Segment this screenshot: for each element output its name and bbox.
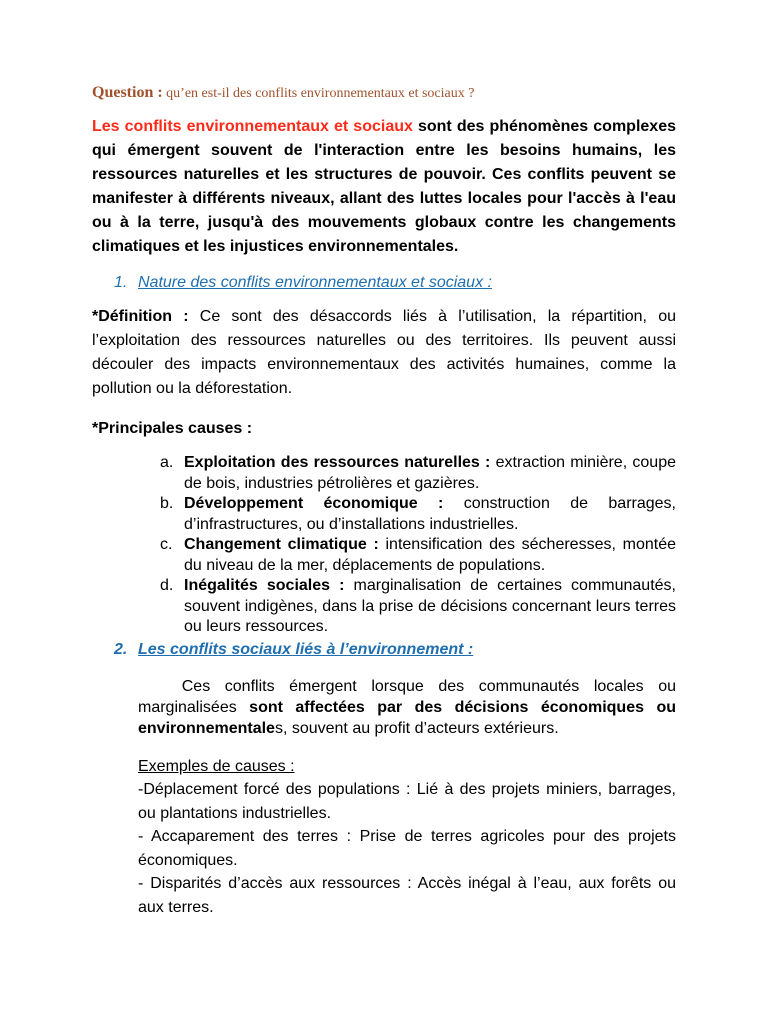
conflits-bold: sont affectées par des décisions économiques ou environnementale <box>138 698 676 737</box>
list-item <box>160 535 676 576</box>
list-marker: a. <box>160 454 174 471</box>
section-2-title: Les conflits sociaux liés à l’environnement : <box>138 640 474 658</box>
section-1-number: 1. <box>114 274 128 291</box>
question-text: qu’en est-il des conflits environnementaux et sociaux ? <box>166 86 475 101</box>
cause-label: Développement économique : <box>184 495 444 512</box>
cause-text: intensification des sécheresses, montée du niveau de la mer, déplacements de populations. <box>184 536 676 574</box>
question-label: Question : <box>92 84 163 101</box>
section-1-title: Nature des conflits environnementaux et sociaux : <box>138 274 492 291</box>
intro-paragraph <box>92 115 676 259</box>
list-item <box>160 453 676 494</box>
definition-text: Ce sont des désaccords liés à l’utilisation, la répartition, ou l’exploitation des ressources naturelles ou des territoires. Ils peuvent aussi découler des impacts environnementaux des activités humaines, comme la pollution ou la déforestation. <box>92 308 677 397</box>
cause-text: marginalisation de certaines communautés, souvent indigènes, dans la prise de décisions concernant leurs terres ou leurs ressources. <box>184 577 676 635</box>
conflits-tail: s, souvent au profit d’acteurs extérieurs. <box>274 719 559 737</box>
document-page <box>92 84 676 919</box>
list-item <box>160 576 676 638</box>
cause-text: construction de barrages, d’infrastructures, ou d’installations industrielles. <box>184 495 676 533</box>
section-heading-1 <box>92 273 676 293</box>
exemple-item: - Disparités d’accès aux ressources : Accès inégal à l’eau, aux forêts ou aux terres. <box>138 875 676 916</box>
cause-text: extraction minière, coupe de bois, industries pétrolières et gazières. <box>184 454 676 492</box>
exemple-item: -Déplacement forcé des populations : Lié à des projets miniers, barrages, ou plantations industrielles. <box>138 781 676 822</box>
list-marker: c. <box>160 536 173 553</box>
exemple-item: - Accaparement des terres : Prise de terres agricoles pour des projets économiques. <box>138 828 676 869</box>
cause-label: Changement climatique : <box>184 536 379 553</box>
conflits-lead: Ces conflits émergent lorsque des communautés locales ou marginalisées <box>138 677 676 716</box>
exemples-block <box>92 755 676 920</box>
list-marker: b. <box>160 495 174 512</box>
causes-list <box>92 453 676 638</box>
cause-label: Inégalités sociales : <box>184 577 345 594</box>
conflits-sociaux-paragraph <box>92 676 676 739</box>
section-2-number: 2. <box>114 640 128 658</box>
causes-title: *Principales causes : <box>92 420 253 437</box>
definition-paragraph <box>92 305 676 401</box>
list-marker: d. <box>160 577 174 594</box>
definition-label: *Définition : <box>92 308 189 325</box>
cause-label: Exploitation des ressources naturelles : <box>184 454 491 471</box>
exemples-title: Exemples de causes : <box>138 757 295 775</box>
intro-text: sont des phénomènes complexes qui émergent souvent de l'interaction entre les besoins humains, les ressources naturelles et les structures de pouvoir. Ces conflits peuvent se manifester à différents niveaux, allant des luttes locales pour l'accès à l'eau ou à la terre, jusqu'à des mouvements globaux contre les changements climatiques et les injustices environnementales. <box>92 118 676 255</box>
section-heading-2 <box>92 640 676 660</box>
list-item <box>160 494 676 535</box>
intro-highlight: Les conflits environnementaux et sociaux <box>92 118 413 135</box>
question-line <box>92 84 676 102</box>
